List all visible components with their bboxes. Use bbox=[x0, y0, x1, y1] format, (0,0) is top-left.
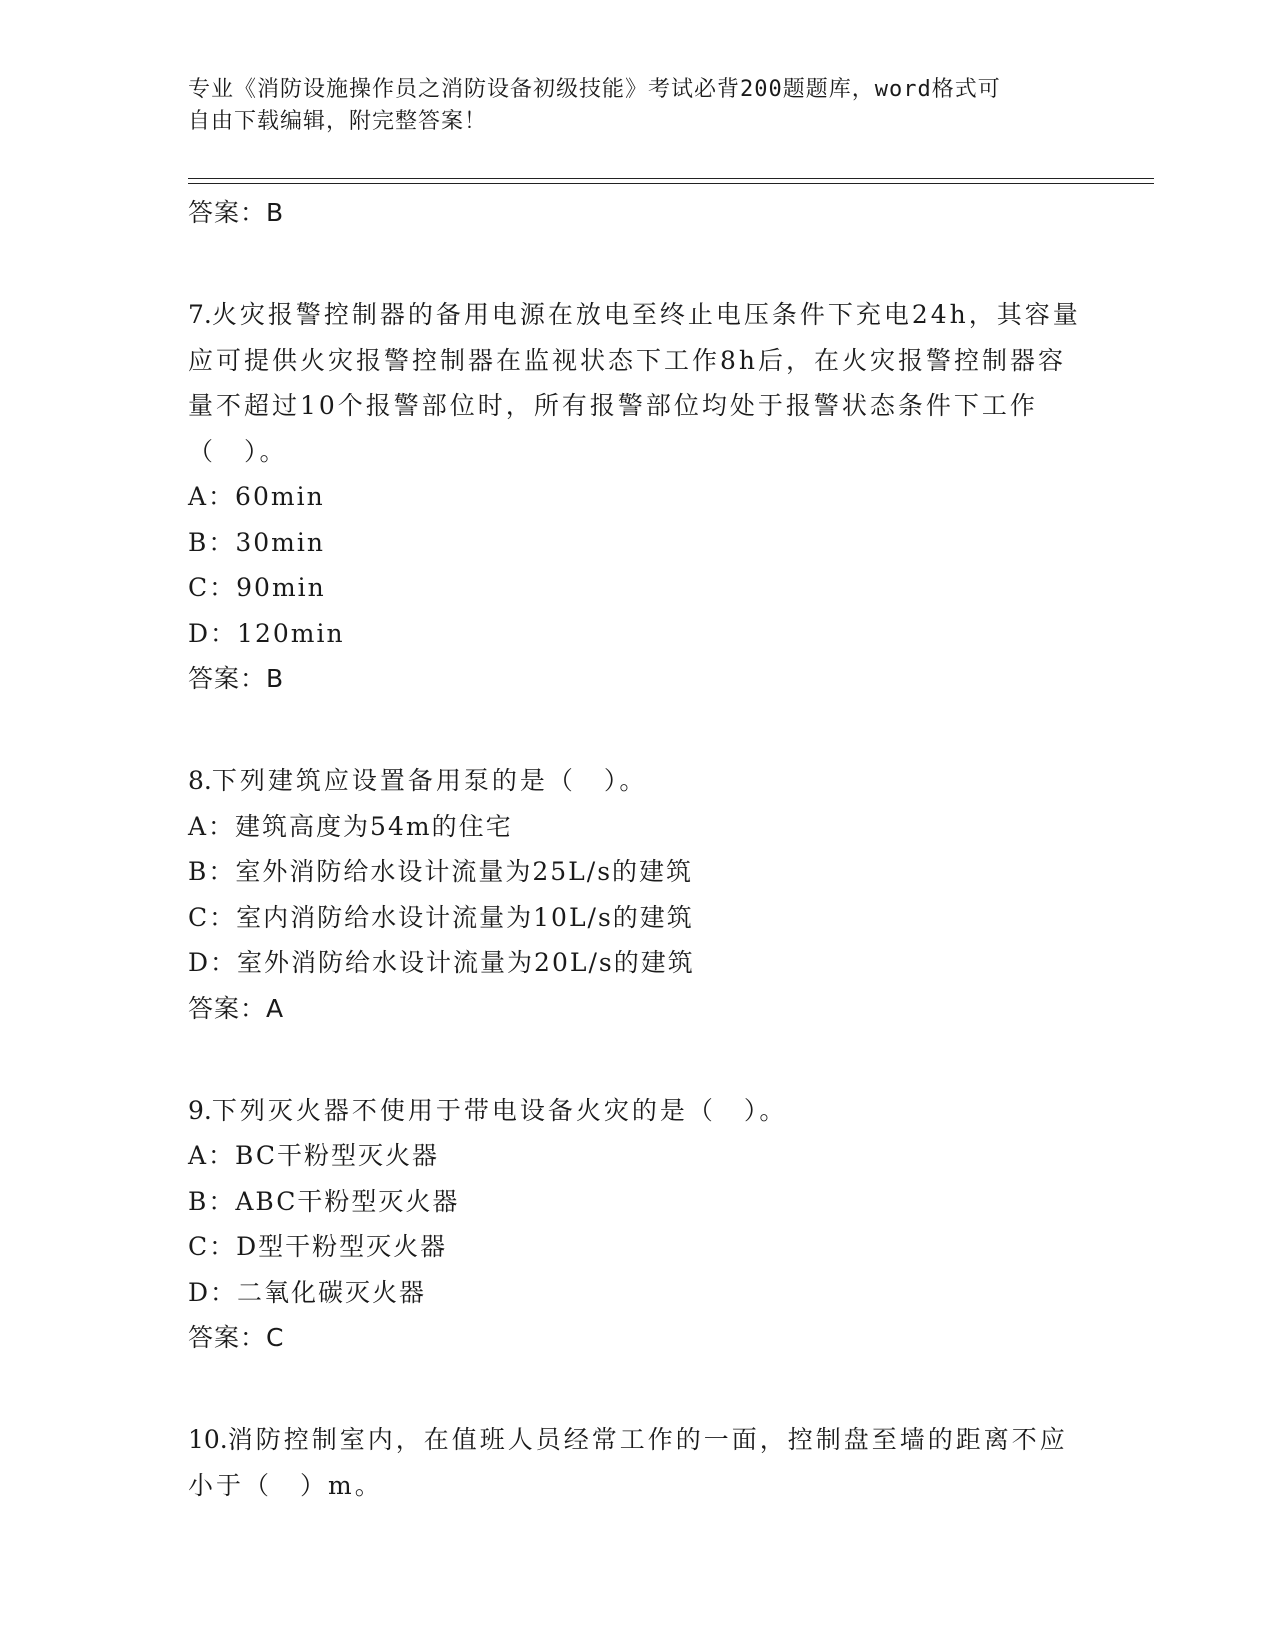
option-d: D：120min bbox=[188, 618, 345, 648]
question-stem: 下列灭火器不使用于带电设备火灾的是（ ）。 bbox=[211, 1095, 788, 1125]
option-a: A：60min bbox=[188, 482, 325, 511]
question-number: 8. bbox=[188, 766, 212, 795]
answer-line: 答案：A bbox=[188, 993, 285, 1023]
question-10 bbox=[188, 1417, 1088, 1508]
option-c: C：D型干粉型灭火器 bbox=[188, 1232, 448, 1261]
option-d: D：二氧化碳灭火器 bbox=[188, 1277, 427, 1307]
question-stem: 下列建筑应设置备用泵的是（ ）。 bbox=[211, 766, 648, 795]
question-number: 7. bbox=[188, 300, 212, 329]
option-c: C：90min bbox=[188, 573, 326, 602]
answer-line: 答案：B bbox=[188, 664, 285, 693]
question-text bbox=[188, 1088, 1088, 1134]
header-divider-top bbox=[188, 178, 1154, 179]
question-text bbox=[188, 292, 1088, 474]
question-list bbox=[188, 190, 1088, 1508]
question-stem: 火灾报警控制器的备用电源在放电至终止电压条件下充电24h，其容量应可提供火灾报警控制器在监视状态下工作8h后，在火灾报警控制器容量不超过10个报警部位时，所有报警部位均处于报警状态条件下工作（ ）。 bbox=[188, 300, 1081, 466]
question-number: 9. bbox=[188, 1095, 212, 1125]
answer-line: 答案：B bbox=[188, 198, 285, 227]
question-9 bbox=[188, 1088, 1088, 1362]
question-8 bbox=[188, 758, 1088, 1032]
header-line-1: 专业《消防设施操作员之消防设备初级技能》考试必背200题题库，word格式可 bbox=[188, 77, 1001, 102]
option-b: B：ABC干粉型灭火器 bbox=[188, 1186, 460, 1216]
option-b: B：30min bbox=[188, 527, 325, 557]
question-7 bbox=[188, 292, 1088, 702]
option-a: A：BC干粉型灭火器 bbox=[188, 1141, 440, 1170]
question-text bbox=[188, 1417, 1088, 1508]
option-b: B：室外消防给水设计流量为25L/s的建筑 bbox=[188, 857, 694, 886]
answer-line: 答案：C bbox=[188, 1323, 285, 1352]
question-number: 10. bbox=[188, 1425, 228, 1454]
option-d: D：室外消防给水设计流量为20L/s的建筑 bbox=[188, 948, 695, 977]
header-line-2: 自由下载编辑，附完整答案！ bbox=[188, 109, 488, 134]
header-divider-bottom bbox=[188, 183, 1154, 184]
document-header bbox=[188, 74, 1078, 138]
option-a: A：建筑高度为54m的住宅 bbox=[188, 811, 513, 841]
question-stem: 消防控制室内，在值班人员经常工作的一面，控制盘至墙的距离不应小于（ ）m。 bbox=[188, 1425, 1068, 1500]
question-text bbox=[188, 758, 1088, 804]
option-c: C：室内消防给水设计流量为10L/s的建筑 bbox=[188, 902, 694, 932]
